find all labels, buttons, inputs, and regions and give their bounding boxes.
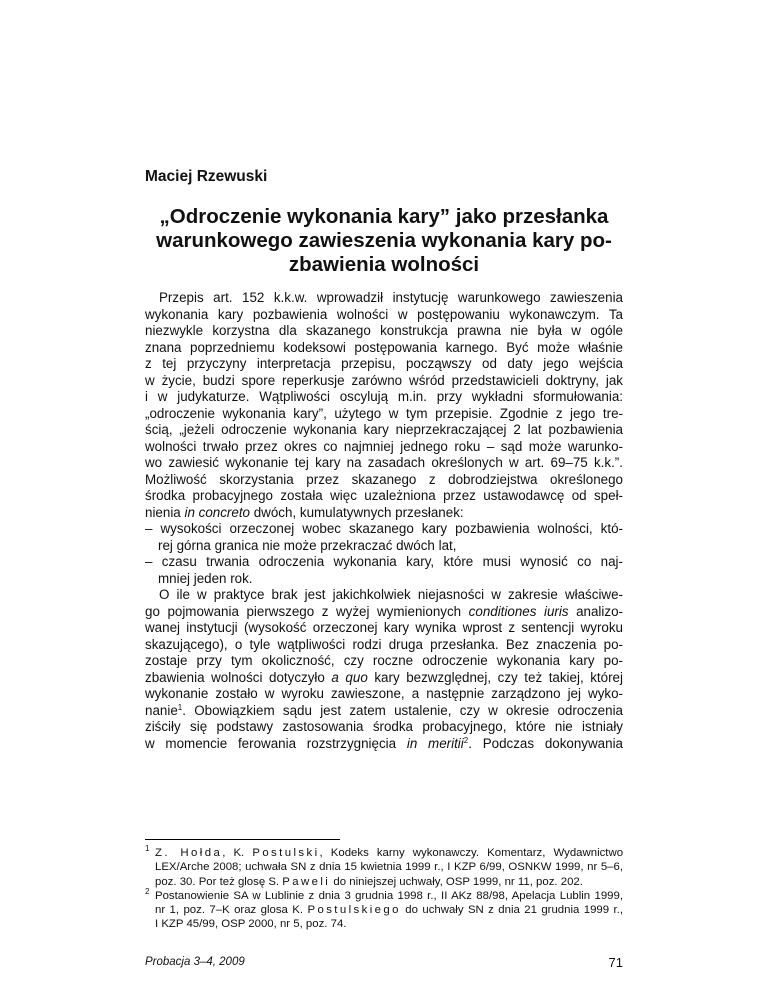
body-line: z tej przyczyny interpretacja przepisu, począwszy od daty jego wejścia <box>145 356 623 371</box>
body-line: Przepis art. 152 k.k.w. wprowadził instytucję warunkowego zawieszenia <box>159 290 623 305</box>
bullet-item: – wysokości orzeczonej wobec skazanego kary pozbawienia wolności, któ- <box>145 521 623 536</box>
footnote-ref[interactable]: 1 <box>177 702 183 712</box>
body-line: zostaje przy tym okoliczność, czy roczne odroczenie wykonania kary po- <box>145 653 623 668</box>
footnote-line: poz. 30. Por też glosę S. Paweli do niniejszej uchwały, OSP 1999, nr 11, poz. 202. <box>155 875 583 888</box>
title-line: „Odroczenie wykonania kary” jako przesłanka <box>159 205 609 228</box>
footnote-line: Postanowienie SA w Lublinie z dnia 3 grudnia 1998 r., II AKz 88/98, Apelacja Lublin 1999, <box>155 889 623 902</box>
bullet-item-cont: mniej jeden rok. <box>158 570 253 586</box>
bullet-item-cont: rej górna granica nie może przekraczać dwóch lat, <box>158 537 457 553</box>
journal-name: Probacja 3–4, 2009 <box>145 956 245 968</box>
body-line: środka probacyjnego została więc uzależniona przez ustawodawcę od speł- <box>145 488 623 503</box>
body-line: wolności trwało przez okres co najmniej jednego roku – sąd może warunko- <box>145 438 623 454</box>
body-line: wo zawiesić wykonanie tej kary na zasadach określonych w art. 69–75 k.k.”. <box>145 455 623 470</box>
footnote-separator <box>145 839 340 840</box>
body-line: wanej instytucji (wysokość orzeczonej kary wynika wprost z sentencji wyroku <box>145 620 623 635</box>
body-line: „odroczenie wykonania kary”, użytego w tym przepisie. Zgodnie z jego tre- <box>145 405 623 421</box>
footnote-line: nr 1, poz. 7–K oraz glosa K. Postulskiego do uchwały SN z dnia 21 grudnia 1999 r., <box>155 904 623 917</box>
footnote-ref[interactable]: 2 <box>463 735 469 745</box>
body-line: ścią, „jeżeli odroczenie wykonania kary nieprzekraczającej 2 lat pozbawienia <box>145 422 623 437</box>
body-line: wykonanie zostało w wyroku zawieszone, a następnie zarządzono jej wyko- <box>145 686 623 701</box>
italic-term: in concreto <box>184 504 250 520</box>
body-line: w życie, budzi spore reperkusje zarówno wśród przedstawicieli doktryny, jak <box>145 372 623 388</box>
body-line: skazującego), o tyle wątpliwości rodzi druga przesłanka. Bez znaczenia po- <box>145 636 623 652</box>
page-number: 71 <box>608 955 623 970</box>
title-line: warunkowego zawieszenia wykonania kary po- <box>156 229 612 252</box>
body-line: znana poprzedniemu kodeksowi postępowania karnego. Być może właśnie <box>145 339 623 355</box>
footnote-1: 1 Z. Hołda, K. Postulski, Kodeks karny wykonawczy. Komentarz, Wydawnictwo LEX/Arche 2008; uchwała SN z dnia 15 kwietnia 1999 r., I KZP 6/99, OSNKW 1999, nr 5–6, poz. 30. Por też glosę S. Paweli do niniejszej uchwały, OSP 1999, nr 11, poz. 202. <box>145 844 624 888</box>
footnote-line: Z. Hołda, K. Postulski, Kodeks karny wykonawczy. Komentarz, Wydawnictwo <box>155 847 624 859</box>
body-line: Możliwość skorzystania przez skazanego z dobrodziejstwa określonego <box>145 471 623 487</box>
article-body <box>145 290 623 752</box>
body-line: w momencie ferowania rozstrzygnięcia in meritii$^2$. Podczas dokonywania <box>145 735 623 751</box>
article-title <box>145 205 623 277</box>
bullet-item: – czasu trwania odroczenia wykonania kary, które musi wynosić co naj- <box>145 554 623 569</box>
body-line: zbawienia wolności dotyczyło a quo kary bezwzględnej, czy też takiej, której <box>145 669 623 685</box>
footnote-line: I KZP 45/99, OSP 2000, nr 5, poz. 74. <box>155 918 347 931</box>
body-line: nienia in concreto dwóch, kumulatywnych przesłanek: <box>145 504 464 520</box>
body-line: go pojmowania pierwszego z wyżej wymienionych conditiones iuris analizo- <box>145 603 623 619</box>
footnote-line: LEX/Arche 2008; uchwała SN z dnia 15 kwietnia 1999 r., I KZP 6/99, OSNKW 1999, nr 5–6, <box>155 861 623 874</box>
italic-term: in meritii <box>406 735 464 751</box>
body-line: niezwykle korzystna dla skazanego konstrukcja prawna nie była w ogóle <box>145 323 623 338</box>
body-line: i w judykaturze. Wątpliwości oscylują m.in. przy wykładni sformułowania: <box>145 389 623 404</box>
body-line: O ile w praktyce brak jest jakichkolwiek niejasności w zakresie właściwe- <box>159 587 623 602</box>
footnote-2: 2 Postanowienie SA w Lublinie z dnia 3 grudnia 1998 r., II AKz 88/98, Apelacja Lublin 1999, nr 1, poz. 7–K oraz glosa K. Postulskiego do uchwały SN z dnia 21 grudnia 1999 r., I KZP 45/99, OSP 2000, nr 5, poz. 74. <box>145 886 623 931</box>
italic-term: conditiones iuris <box>468 603 569 619</box>
footnotes <box>145 846 623 932</box>
title-line: zbawienia wolności <box>288 253 480 276</box>
body-line: wykonania kary pozbawienia wolności w postępowaniu wykonawczym. Ta <box>145 306 623 322</box>
body-line: nanie$^1$. Obowiązkiem sądu jest zatem ustalenie, czy w okresie odroczenia <box>145 702 623 718</box>
italic-term: a quo <box>331 669 368 685</box>
author-name: Maciej Rzewuski <box>145 168 268 185</box>
body-line: ziściły się podstawy zastosowania środka probacyjnego, które nie istniały <box>145 719 623 734</box>
